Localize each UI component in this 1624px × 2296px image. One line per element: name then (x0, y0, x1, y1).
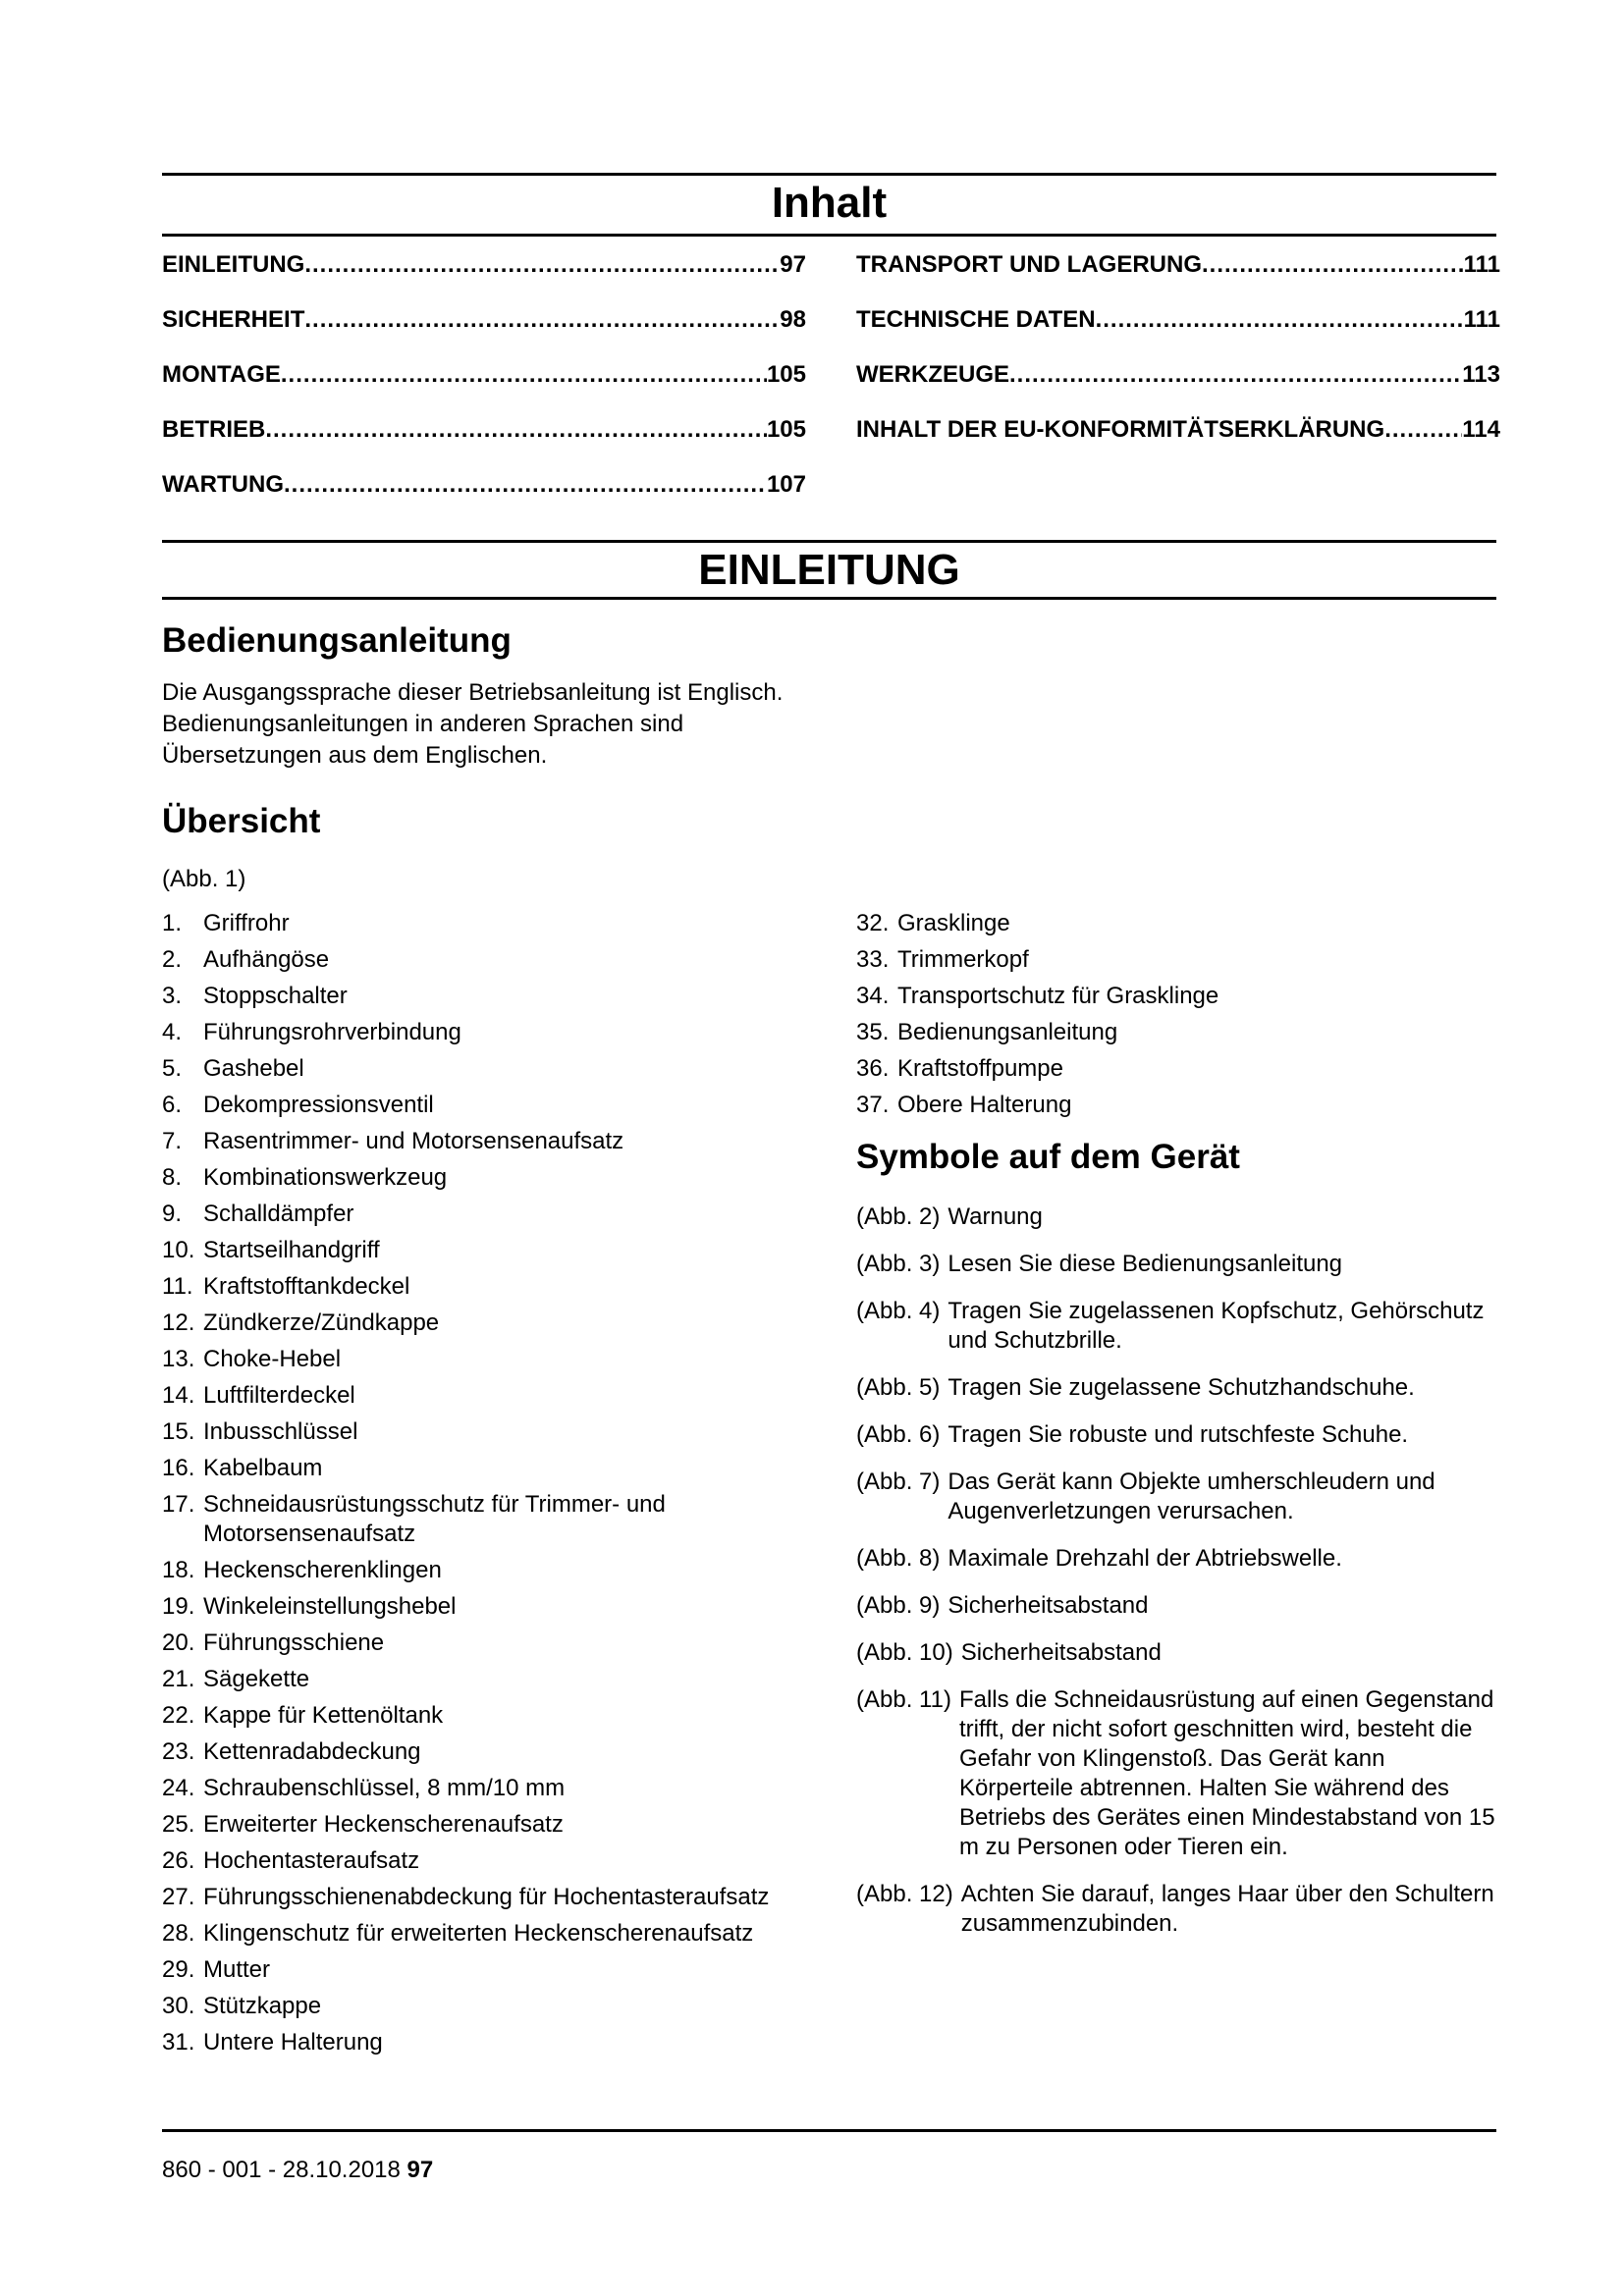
toc-left-column (162, 251, 806, 526)
list-item: 6. Dekompressionsventil (162, 1092, 434, 1118)
list-item: 8. Kombinationswerkzeug (162, 1164, 448, 1191)
list-item: 19. Winkeleinstellungshebel (162, 1593, 457, 1620)
list-item: 9. Schalldämpfer (162, 1201, 354, 1227)
symbol-item: (Abb. 4) Tragen Sie zugelassenen Kopfschutz, Gehörschutz und Schutzbrille. (856, 1298, 1485, 1354)
toc-entry[interactable]: WERKZEUGE ..... 113 (856, 361, 1500, 416)
page-footer (162, 2157, 433, 2184)
list-item: 36. Kraftstoffpumpe (856, 1055, 1063, 1082)
list-item: 31. Untere Halterung (162, 2029, 383, 2056)
list-item: 11. Kraftstofftankdeckel (162, 1273, 410, 1300)
list-item: 10. Startseilhandgriff (162, 1237, 380, 1263)
list-item: 16. Kabelbaum (162, 1455, 323, 1481)
list-item: 1. Griffrohr (162, 910, 290, 936)
toc-right-column (856, 251, 1500, 471)
list-item: 4. Führungsrohrverbindung (162, 1019, 461, 1045)
section-title: EINLEITUNG (698, 546, 960, 594)
toc-entry[interactable]: WARTUNG ..... 107 (162, 471, 806, 526)
symbol-item: (Abb. 12) Achten Sie darauf, langes Haar über den Schultern zusammenzubinden. (856, 1881, 1494, 1937)
list-item: 13. Choke-Hebel (162, 1346, 342, 1372)
list-item: 2. Aufhängöse (162, 946, 330, 973)
overview-figure-ref: (Abb. 1) (162, 866, 246, 892)
symbols-heading: Symbole auf dem Gerät (856, 1138, 1240, 1176)
list-item: 26. Hochentasteraufsatz (162, 1847, 420, 1874)
list-item: 34. Transportschutz für Grasklinge (856, 983, 1219, 1009)
list-item: 18. Heckenscherenklingen (162, 1557, 442, 1583)
list-item: 33. Trimmerkopf (856, 946, 1029, 973)
toc-entry[interactable]: MONTAGE ..... 105 (162, 361, 806, 416)
list-item: 24. Schraubenschlüssel, 8 mm/10 mm (162, 1775, 566, 1801)
footer-page-number: 97 (406, 2157, 434, 2183)
list-item: 22. Kappe für Kettenöltank (162, 1702, 444, 1729)
list-item: 15. Inbusschlüssel (162, 1418, 358, 1445)
toc-title-rule (162, 234, 1496, 237)
toc-entry[interactable]: BETRIEB ..... 105 (162, 416, 806, 471)
overview-heading: Übersicht (162, 802, 321, 840)
list-item: 20. Führungsschiene (162, 1629, 385, 1656)
section-title-rule (162, 597, 1496, 600)
toc-entry[interactable]: INHALT DER EU-KONFORMITÄTSERKLÄRUNG ..... 114 (856, 416, 1500, 471)
section-top-rule (162, 540, 1496, 543)
list-item: 5. Gashebel (162, 1055, 304, 1082)
symbol-item: (Abb. 3) Lesen Sie diese Bedienungsanleitung (856, 1251, 1343, 1277)
list-item: 17. Schneidausrüstungsschutz für Trimmer- und Motorsensenaufsatz (162, 1491, 666, 1547)
list-item: 12. Zündkerze/Zündkappe (162, 1309, 440, 1336)
symbol-item: (Abb. 9) Sicherheitsabstand (856, 1592, 1149, 1619)
symbols-list (856, 1202, 1504, 1956)
list-item: 21. Sägekette (162, 1666, 310, 1692)
list-item: 25. Erweiterter Heckenscherenaufsatz (162, 1811, 564, 1838)
list-item: 37. Obere Halterung (856, 1092, 1072, 1118)
list-item: 7. Rasentrimmer- und Motorsensenaufsatz (162, 1128, 624, 1154)
manual-heading: Bedienungsanleitung (162, 621, 512, 660)
list-item: 3. Stoppschalter (162, 983, 348, 1009)
toc-entry[interactable]: TRANSPORT UND LAGERUNG ..... 111 (856, 251, 1500, 306)
symbol-item: (Abb. 8) Maximale Drehzahl der Abtriebswelle. (856, 1545, 1342, 1572)
parts-list-right (856, 909, 1494, 1127)
top-rule (162, 173, 1496, 176)
symbol-item: (Abb. 2) Warnung (856, 1203, 1043, 1230)
list-item: 27. Führungsschienenabdeckung für Hochentasteraufsatz (162, 1884, 770, 1910)
parts-list-left (162, 909, 810, 2064)
list-item: 30. Stützkappe (162, 1993, 322, 2019)
list-item: 23. Kettenradabdeckung (162, 1738, 421, 1765)
symbol-item: (Abb. 6) Tragen Sie robuste und rutschfeste Schuhe. (856, 1421, 1409, 1448)
symbol-item: (Abb. 7) Das Gerät kann Objekte umherschleudern und Augenverletzungen verursachen. (856, 1468, 1435, 1524)
toc-title: Inhalt (771, 179, 888, 227)
list-item: 35. Bedienungsanleitung (856, 1019, 1118, 1045)
symbol-item: (Abb. 11) Falls die Schneidausrüstung auf einen Gegenstand trifft, der nicht sofort geschnitten wird, besteht die Gefahr von Klingenstoß. Das Gerät kann Körperteile abtrennen. Halten Sie während des Betriebs des Gerätes einen Mindestabstand von 15 m zu Personen oder Tieren ein. (856, 1686, 1495, 1860)
footer-doc-ref: 860 - 001 - 28.10.2018 (162, 2157, 401, 2183)
symbol-item: (Abb. 5) Tragen Sie zugelassene Schutzhandschuhe. (856, 1374, 1415, 1401)
manual-text: Die Ausgangssprache dieser Betriebsanleitung ist Englisch. Bedienungsanleitungen in anderen Sprachen sind Übersetzungen aus dem Englischen. (162, 679, 784, 769)
footer-rule (162, 2129, 1496, 2132)
list-item: 14. Luftfilterdeckel (162, 1382, 355, 1409)
list-item: 29. Mutter (162, 1956, 271, 1983)
toc-entry[interactable]: EINLEITUNG ..... 97 (162, 251, 806, 306)
list-item: 28. Klingenschutz für erweiterten Heckenscherenaufsatz (162, 1920, 754, 1947)
symbol-item: (Abb. 10) Sicherheitsabstand (856, 1639, 1162, 1666)
toc-entry[interactable]: SICHERHEIT ..... 98 (162, 306, 806, 361)
list-item: 32. Grasklinge (856, 910, 1010, 936)
toc-entry[interactable]: TECHNISCHE DATEN ..... 111 (856, 306, 1500, 361)
